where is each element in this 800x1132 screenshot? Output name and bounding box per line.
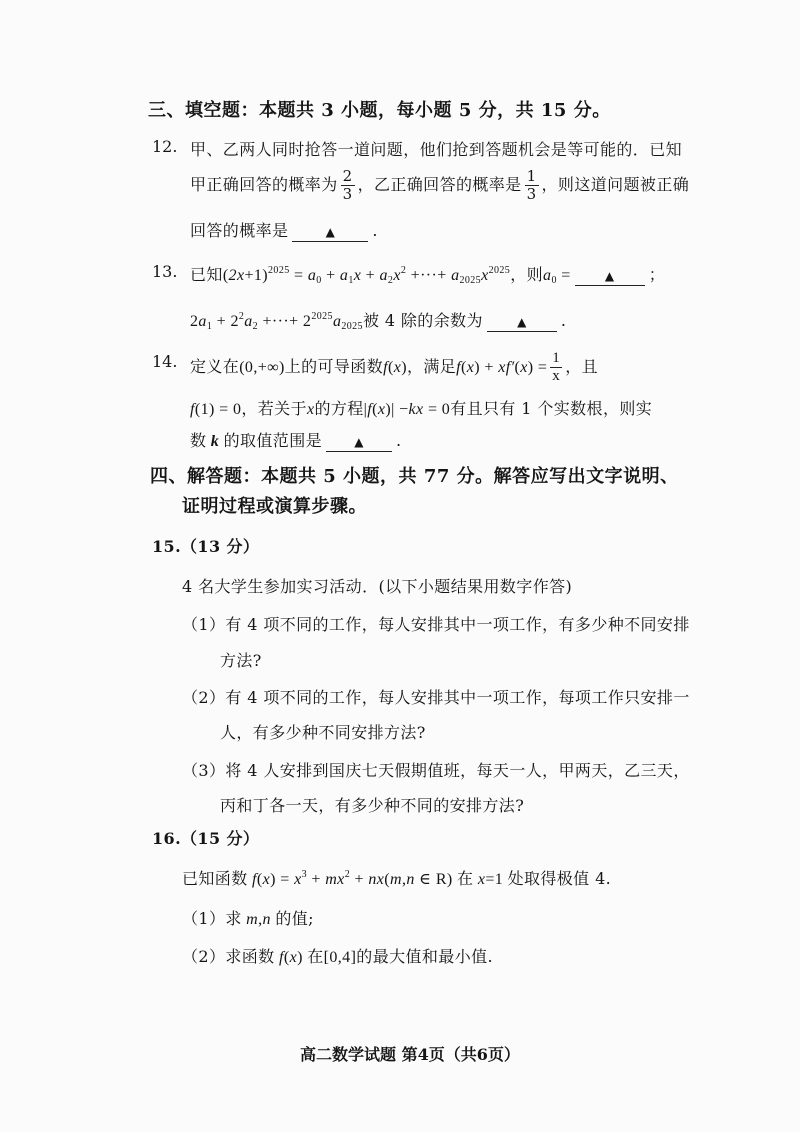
q16-text: （1）求 (182, 909, 242, 928)
q13-line1 (190, 262, 665, 286)
q12-text: ，则这道问题被正确 (541, 175, 690, 194)
q16-text: 在 (307, 947, 324, 966)
q14-text: ，满足 (406, 357, 457, 376)
q14-interval: (0,+∞) (239, 359, 285, 376)
q14-variable: x (306, 401, 315, 418)
q16-unknowns: m,n (241, 911, 276, 928)
q12-period: . (372, 221, 378, 240)
q14-line3 (190, 428, 402, 452)
q14-abs-equation: |f(x)| −kx = 0 (363, 401, 451, 418)
frac-numerator: 1 (526, 167, 537, 185)
q12-number: 12. (152, 137, 178, 156)
q14-answer-blank[interactable]: ▲ (326, 433, 392, 452)
q16-text: 处取得极值 4. (507, 869, 612, 888)
section-4-heading-line1: 四、解答题：本题共 5 小题，共 77 分。解答应写出文字说明、 (150, 466, 679, 487)
section-3-heading: 三、填空题：本题共 3 小题，每小题 5 分，共 15 分。 (148, 100, 611, 121)
q16-text: 的最大值和最小值. (356, 947, 493, 966)
q12-text: ，乙正确回答的概率是 (357, 175, 522, 194)
q15-part3-line1: （3）将 4 人安排到国庆七天假期值班，每天一人，甲两天，乙三天， (182, 761, 690, 780)
page-footer: 高二数学试题 第4页（共6页） (300, 1045, 520, 1064)
q16-function-ref: f(x) (274, 949, 303, 966)
q14-text: 定义在 (190, 357, 240, 376)
q12-line2 (190, 168, 689, 203)
q15-header: 15.（13 分） (152, 537, 260, 556)
q13-text: 被 4 除的余数为 (362, 311, 483, 330)
q14-text: 数 (190, 431, 207, 450)
q16-function-definition: $f(x) = x^3 + mx^2 + nx(m,n$ ∈ R) (247, 869, 453, 888)
q13-number: 13. (152, 262, 178, 281)
q14-line2 (190, 396, 652, 419)
q15-part2-line1: （2）有 4 项不同的工作，每人安排其中一项工作，每项工作只安排一 (182, 688, 690, 707)
q13-text: ，则 (510, 265, 544, 284)
q12-fraction-b (525, 168, 539, 203)
frac-denominator: 3 (342, 185, 353, 203)
q14-function: f(x) (383, 359, 407, 376)
q15-part3-line2: 丙和丁各一天，有多少种不同的安排方法? (220, 796, 525, 815)
q16-text: 的值; (275, 909, 314, 928)
q14-equation: f(x) + xf′(x) = (456, 359, 548, 376)
frac-numerator: 2 (342, 167, 353, 185)
q14-text: ，若关于 (241, 399, 307, 418)
q15-part2-line2: 人，有多少种不同安排方法? (220, 723, 426, 742)
q16-text: 已知函数 (182, 869, 248, 888)
q16-part2 (182, 944, 493, 967)
q16-interval: [0,4] (323, 949, 357, 966)
q13-text: 已知 (190, 265, 223, 284)
frac-denominator: x (552, 368, 561, 384)
q13-answer-blank-1[interactable]: ▲ (575, 267, 645, 286)
section-4-heading-line2: 证明过程或演算步骤。 (182, 496, 367, 517)
q13-a0: $a_0$ = (543, 267, 571, 286)
q14-line1 (190, 350, 598, 385)
q16-point: x=1 (473, 871, 504, 888)
q12-answer-blank[interactable]: ▲ (292, 223, 368, 242)
q14-text: 上的可导函数 (284, 357, 384, 376)
q13-line2 (190, 308, 566, 332)
q12-fraction-a (341, 168, 355, 203)
q12-line3 (190, 218, 378, 242)
q15-part1-line2: 方法? (220, 651, 262, 670)
q12-line1: 甲、乙两人同时抢答一道问题，他们抢到答题机会是等可能的．已知 (190, 140, 683, 159)
q16-text: （2）求函数 (182, 947, 275, 966)
frac-denominator: 3 (526, 185, 537, 203)
q12-text: 回答的概率是 (190, 221, 289, 240)
q13-expansion-formula: $(2x+1)^{2025} = a_0 + a_1x + a_2x^2$ +···+ $a_{2025}x^{2025}$ (222, 265, 511, 286)
q14-text: ，且 (565, 357, 599, 376)
q14-text: 的取值范围是 (223, 431, 323, 450)
q15-part1-line1: （1）有 4 项不同的工作，每人安排其中一项工作，有多少种不同安排 (182, 615, 690, 634)
q14-text: 的方程 (314, 399, 364, 418)
q15-intro: 4 名大学生参加实习活动．(以下小题结果用数字作答) (182, 577, 573, 596)
q14-fraction (550, 350, 562, 385)
q14-number: 14. (152, 352, 178, 371)
q13-weighted-sum: $2a_1 + 2^2a_2$ +···+ $2^{2025}a_{2025}$ (190, 311, 363, 332)
q13-period: . (560, 311, 567, 330)
frac-numerator: 1 (552, 350, 561, 366)
q14-initial-value: f(1) = 0 (190, 401, 242, 418)
q16-header: 16.（15 分） (152, 829, 260, 848)
q13-answer-blank-2[interactable]: ▲ (487, 313, 557, 332)
q16-intro (182, 866, 611, 889)
q14-text: 有且只有 1 个实数根，则实 (450, 399, 653, 418)
q12-text: 甲正确回答的概率为 (190, 175, 338, 194)
q16-part1 (182, 906, 314, 929)
q13-semicolon: ； (648, 265, 666, 284)
q14-period: . (396, 431, 402, 450)
q16-text: 在 (457, 869, 474, 888)
q14-k: k (206, 433, 224, 450)
